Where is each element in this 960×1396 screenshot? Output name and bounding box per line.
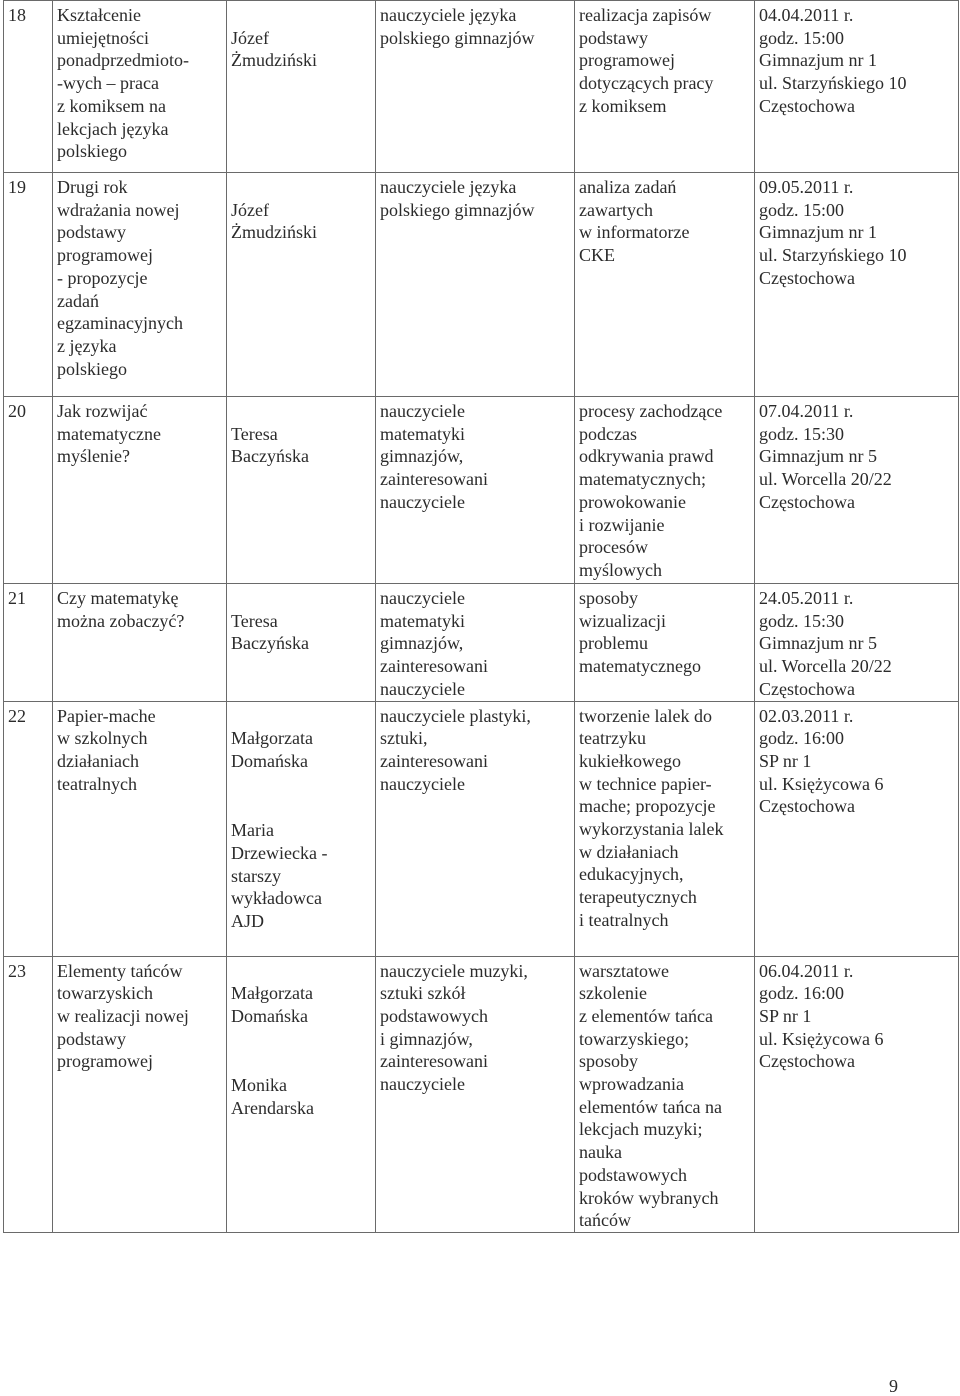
trainer-cell [227,956,376,1232]
trainer-name: Małgorzata Domańska [231,983,313,1026]
training-topic: Drugi rok wdrażania nowej podstawy programowej - propozycje zadań egzaminacyjnych z języka polskiego [53,173,227,397]
training-topic: Elementy tańców towarzyskich w realizacji nowej podstawy programowej [53,956,227,1232]
row-number: 18 [4,1,53,173]
trainer-name: Józef Żmudziński [231,27,317,71]
table-row [4,956,959,1232]
training-topic: Papier-mache w szkolnych działaniach teatralnych [53,701,227,956]
table-row [4,1,959,173]
table-row [4,173,959,397]
date-and-venue: 02.03.2011 r. godz. 16:00 SP nr 1 ul. Księżycowa 6 Częstochowa [755,701,959,956]
training-topic: Czy matematykę można zobaczyć? [53,584,227,702]
target-audience: nauczyciele muzyki, sztuki szkół podstawowych i gimnazjów, zainteresowani nauczyciele [376,956,575,1232]
date-and-venue: 07.04.2011 r. godz. 15:30 Gimnazjum nr 5 ul. Worcella 20/22 Częstochowa [755,397,959,584]
trainer-name: Maria Drzewiecka - starszy wykładowca AJD [231,820,328,932]
table-row [4,701,959,956]
trainer-name: Monika Arendarska [231,1075,314,1119]
row-number: 22 [4,701,53,956]
training-topic: Jak rozwijać matematyczne myślenie? [53,397,227,584]
training-topic: Kształcenie umiejętności ponadprzedmioto- -wych – praca z komiksem na lekcjach języka polskiego [53,1,227,173]
target-audience: nauczyciele matematyki gimnazjów, zainteresowani nauczyciele [376,397,575,584]
target-audience: nauczyciele języka polskiego gimnazjów [376,173,575,397]
training-schedule-table [3,0,959,1233]
date-and-venue: 24.05.2011 r. godz. 15:30 Gimnazjum nr 5 ul. Worcella 20/22 Częstochowa [755,584,959,702]
row-number: 19 [4,173,53,397]
table-row [4,584,959,702]
training-scope: warsztatowe szkolenie z elementów tańca towarzyskiego; sposoby wprowadzania elementów tańca na lekcjach muzyki; nauka podstawowych kroków wybranych tańców [575,956,755,1232]
trainer-name: Teresa Baczyńska [231,610,309,654]
trainer-cell [227,584,376,702]
row-number: 23 [4,956,53,1232]
row-number: 20 [4,397,53,584]
date-and-venue: 04.04.2011 r. godz. 15:00 Gimnazjum nr 1 ul. Starzyńskiego 10 Częstochowa [755,1,959,173]
training-scope: realizacja zapisów podstawy programowej dotyczących pracy z komiksem [575,1,755,173]
target-audience: nauczyciele języka polskiego gimnazjów [376,1,575,173]
row-number: 21 [4,584,53,702]
trainer-name: Małgorzata Domańska [231,728,313,771]
target-audience: nauczyciele plastyki, sztuki, zainteresowani nauczyciele [376,701,575,956]
training-scope: tworzenie lalek do teatrzyku kukiełkowego w technice papier- mache; propozycje wykorzystania lalek w działaniach edukacyjnych, terapeutycznych i teatralnych [575,701,755,956]
target-audience: nauczyciele matematyki gimnazjów, zainteresowani nauczyciele [376,584,575,702]
date-and-venue: 09.05.2011 r. godz. 15:00 Gimnazjum nr 1 ul. Starzyńskiego 10 Częstochowa [755,173,959,397]
trainer-cell [227,173,376,397]
training-scope: analiza zadań zawartych w informatorze CKE [575,173,755,397]
training-scope: sposoby wizualizacji problemu matematycznego [575,584,755,702]
trainer-cell [227,397,376,584]
trainer-name: Teresa Baczyńska [231,423,309,467]
trainer-cell [227,1,376,173]
page-number: 9 [889,1376,898,1396]
date-and-venue: 06.04.2011 r. godz. 16:00 SP nr 1 ul. Księżycowa 6 Częstochowa [755,956,959,1232]
training-scope: procesy zachodzące podczas odkrywania prawd matematycznych; prowokowanie i rozwijanie procesów myślowych [575,397,755,584]
table-row [4,397,959,584]
trainer-name: Józef Żmudziński [231,199,317,243]
trainer-cell [227,701,376,956]
